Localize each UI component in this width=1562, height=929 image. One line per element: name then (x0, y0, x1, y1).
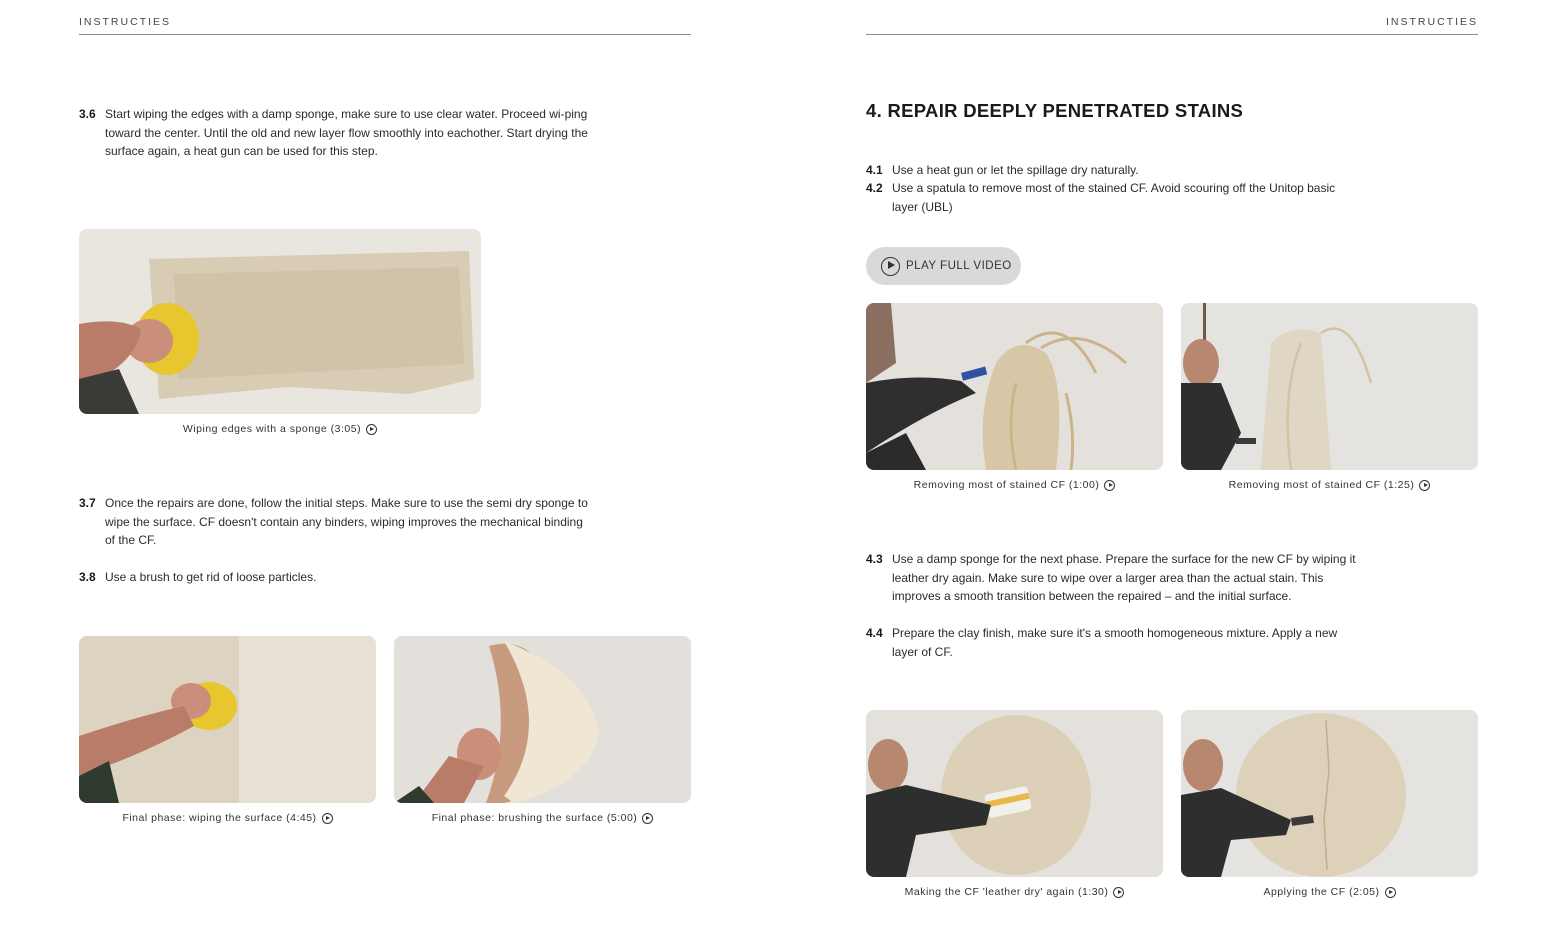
step-4-4 (866, 624, 1366, 661)
caption-leather-dry[interactable] (866, 884, 1163, 900)
step-4-1 (866, 161, 1336, 180)
caption-text: Removing most of stained CF (1:25) (1228, 479, 1415, 492)
step-4-3 (866, 550, 1366, 606)
step-number: 4.1 (866, 163, 883, 177)
step-number: 3.7 (79, 496, 96, 510)
caption-removing-stain-1[interactable] (866, 477, 1163, 493)
step-number: 4.2 (866, 181, 883, 195)
step-text: Use a brush to get rid of loose particles. (105, 570, 317, 584)
caption-final-wiping[interactable] (79, 810, 376, 826)
page-header-left (79, 15, 691, 35)
play-circle-icon[interactable] (322, 813, 333, 824)
photo-leather-dry-image (866, 710, 1163, 877)
photo-final-brushing[interactable] (394, 636, 691, 803)
section-title: 4. REPAIR DEEPLY PENETRATED STAINS (866, 100, 1244, 121)
play-circle-icon (881, 257, 900, 276)
header-label-left: INSTRUCTIES (79, 16, 172, 28)
caption-text: Final phase: wiping the surface (4:45) (122, 812, 317, 825)
page-header-right (866, 15, 1478, 35)
step-text: Once the repairs are done, follow the initial steps. Make sure to use the semi dry sponge to wipe the surface. CF doesn't contain any binders, wiping improves the mechanical binding of the CF. (105, 496, 588, 547)
caption-text: Removing most of stained CF (1:00) (913, 479, 1100, 492)
play-circle-icon[interactable] (1419, 480, 1430, 491)
play-full-video-button[interactable] (866, 247, 1021, 285)
play-circle-icon[interactable] (642, 813, 653, 824)
play-full-video-label: PLAY FULL VIDEO (906, 260, 1012, 272)
caption-text: Wiping edges with a sponge (3:05) (182, 423, 362, 436)
step-text: Use a spatula to remove most of the stained CF. Avoid scouring off the Unitop basic layer (UBL) (892, 181, 1336, 214)
step-text: Prepare the clay finish, make sure it's a smooth homogeneous mixture. Apply a new layer of CF. (892, 626, 1338, 659)
photo-final-brushing-image (394, 636, 691, 803)
step-text: Use a damp sponge for the next phase. Prepare the surface for the new CF by wiping it leather dry again. Make sure to wipe over a larger area than the actual stain. This improves a smooth transition between the repaired – and the initial surface. (892, 552, 1356, 603)
step-3-8 (79, 568, 594, 587)
photo-final-wiping-image (79, 636, 376, 803)
step-text: Start wiping the edges with a damp sponge, make sure to use clear water. Proceed wi-ping toward the center. Until the old and new layer flow smoothly into eachother. Start drying the surface again, a heat gun can be used for this step. (105, 107, 588, 158)
caption-removing-stain-2[interactable] (1181, 477, 1478, 493)
photo-leather-dry[interactable] (866, 710, 1163, 877)
caption-text: Making the CF 'leather dry' again (1:30) (904, 886, 1109, 899)
photo-applying-cf-image (1181, 710, 1478, 877)
step-number: 3.8 (79, 570, 96, 584)
photo-removing-stain-1-image (866, 303, 1163, 470)
caption-applying-cf[interactable] (1181, 884, 1478, 900)
step-number: 4.3 (866, 552, 883, 566)
play-circle-icon[interactable] (366, 424, 377, 435)
photo-removing-stain-2-image (1181, 303, 1478, 470)
step-number: 3.6 (79, 107, 96, 121)
caption-text: Final phase: brushing the surface (5:00) (431, 812, 638, 825)
play-circle-icon[interactable] (1113, 887, 1124, 898)
photo-removing-stain-1[interactable] (866, 303, 1163, 470)
play-circle-icon[interactable] (1104, 480, 1115, 491)
step-text: Use a heat gun or let the spillage dry naturally. (892, 163, 1139, 177)
caption-wiping-edges[interactable] (79, 421, 481, 437)
step-3-6 (79, 105, 589, 161)
header-label-right: INSTRUCTIES (1385, 16, 1478, 28)
photo-applying-cf[interactable] (1181, 710, 1478, 877)
step-4-2 (866, 179, 1336, 216)
photo-removing-stain-2[interactable] (1181, 303, 1478, 470)
step-number: 4.4 (866, 626, 883, 640)
step-3-7 (79, 494, 594, 550)
photo-wiping-edges[interactable] (79, 229, 481, 414)
caption-text: Applying the CF (2:05) (1263, 886, 1380, 899)
photo-wiping-edges-image (79, 229, 481, 414)
play-circle-icon[interactable] (1385, 887, 1396, 898)
photo-final-wiping[interactable] (79, 636, 376, 803)
caption-final-brushing[interactable] (394, 810, 691, 826)
